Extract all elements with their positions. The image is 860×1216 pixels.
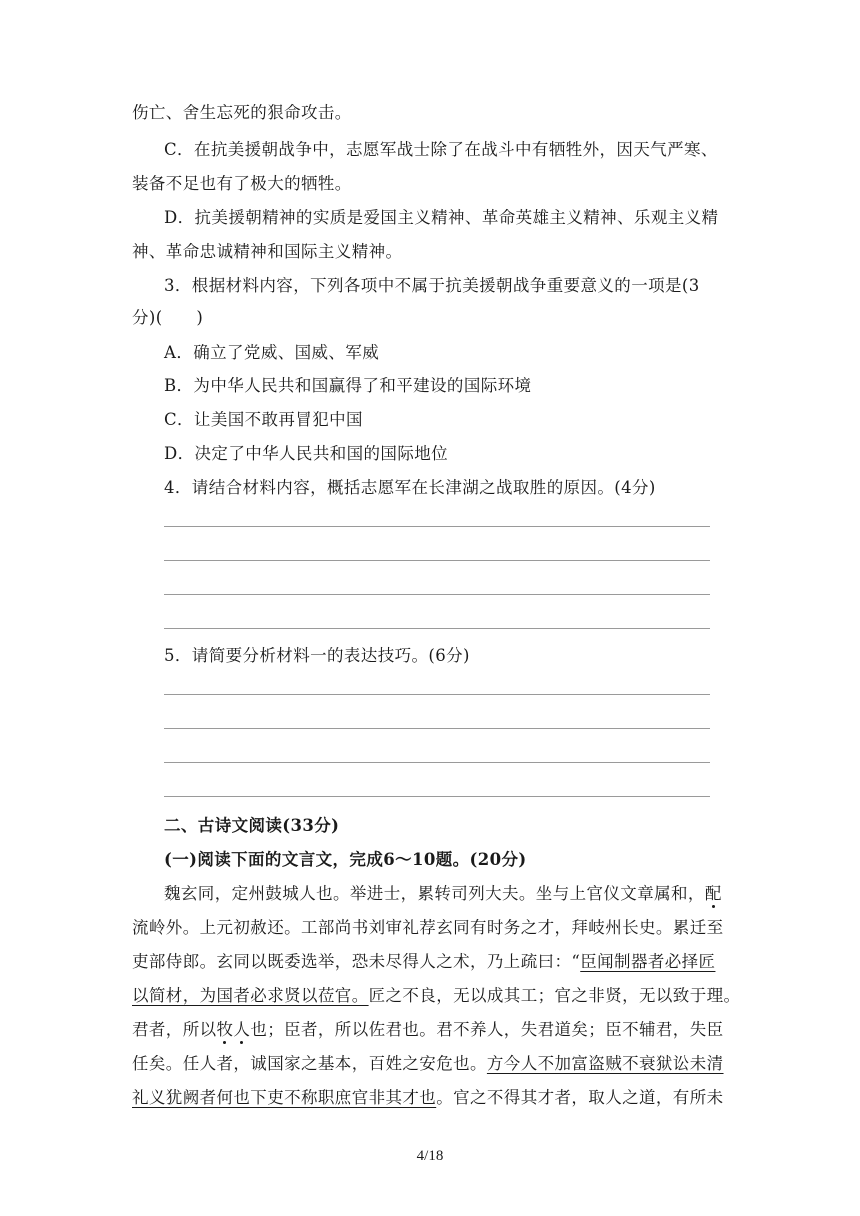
classical-text-line4: 以简材，为国者必求贤以莅官。匠之不良，无以成其工；官之非贤，无以致于理。	[132, 986, 741, 1005]
classical-text-line1: 魏玄同，定州鼓城人也。举进士，累转司列大夫。坐与上官仪文章属和，配	[164, 884, 722, 903]
q5-stem: 5．请简要分析材料一的表达技巧。(6分)	[164, 646, 470, 665]
classical-text-line2: 流岭外。上元初赦还。工部尚书刘审礼荐玄同有时务之才，拜岐州长史。累迁至	[132, 918, 724, 937]
page-number: 4/18	[416, 1148, 444, 1164]
q4-answer-line[interactable]	[164, 628, 710, 629]
q3-stem-line1: 3．根据材料内容，下列各项中不属于抗美援朝战争重要意义的一项是(3	[164, 276, 700, 295]
q2-option-d-line2: 神、革命忠诚精神和国际主义精神。	[132, 242, 403, 261]
q2-option-d-line1: D．抗美援朝精神的实质是爱国主义精神、革命英雄主义精神、乐观主义精	[164, 208, 719, 227]
underlined-sentence: 以简材，为国者必求贤以莅官。	[132, 986, 369, 1005]
underlined-sentence: 礼义犹阙者何也下吏不称职庶官非其才也	[132, 1088, 437, 1107]
classical-text-line6: 任矣。任人者，诚国家之基本，百姓之安危也。方今人不加富盗贼不衰狱讼未清	[132, 1054, 724, 1073]
q4-stem: 4．请结合材料内容，概括志愿军在长津湖之战取胜的原因。(4分)	[164, 478, 656, 497]
classical-text-line5: 君者，所以牧人也；臣者，所以佐君也。君不养人，失君道矣；臣不辅君，失臣	[132, 1020, 724, 1039]
q5-answer-line[interactable]	[164, 694, 710, 695]
passage-continuation: 伤亡、舍生忘死的狠命攻击。	[132, 103, 352, 122]
emphasis-dot-char: 牧	[216, 1020, 234, 1039]
q3-option-b: B．为中华人民共和国赢得了和平建设的国际环境	[164, 376, 532, 395]
underlined-sentence: 方今人不加富盗贼不衰狱讼未清	[486, 1054, 724, 1073]
q5-answer-line[interactable]	[164, 762, 710, 763]
q5-answer-line[interactable]	[164, 728, 710, 729]
section-heading: 二、古诗文阅读(33分)	[164, 816, 340, 835]
q3-stem-line2: 分)( )	[132, 308, 204, 327]
classical-text-line3: 吏部侍郎。玄同以既委选举，恐未尽得人之术，乃上疏曰：“臣闻制器者必择匠	[132, 952, 716, 971]
q5-answer-line[interactable]	[164, 796, 710, 797]
q2-option-c-line2: 装备不足也有了极大的牺牲。	[132, 174, 352, 193]
q2-option-c-line1: C．在抗美援朝战争中，志愿军战士除了在战斗中有牺牲外，因天气严寒、	[164, 140, 718, 159]
section-sub-heading: (一)阅读下面的文言文，完成6～10题。(20分)	[164, 850, 527, 869]
classical-text-line7: 礼义犹阙者何也下吏不称职庶官非其才也。官之不得其才者，取人之道，有所未	[132, 1088, 724, 1107]
q4-answer-line[interactable]	[164, 560, 710, 561]
q3-option-a: A．确立了党威、国威、军威	[164, 343, 380, 362]
emphasis-dot-char: 人	[233, 1020, 251, 1039]
q4-answer-line[interactable]	[164, 594, 710, 595]
emphasis-dot-char: 配	[704, 884, 722, 903]
q3-option-c: C．让美国不敢再冒犯中国	[164, 410, 363, 429]
q3-option-d: D．决定了中华人民共和国的国际地位	[164, 444, 449, 463]
q4-answer-line[interactable]	[164, 526, 710, 527]
underlined-sentence: 臣闻制器者必择匠	[580, 952, 716, 971]
